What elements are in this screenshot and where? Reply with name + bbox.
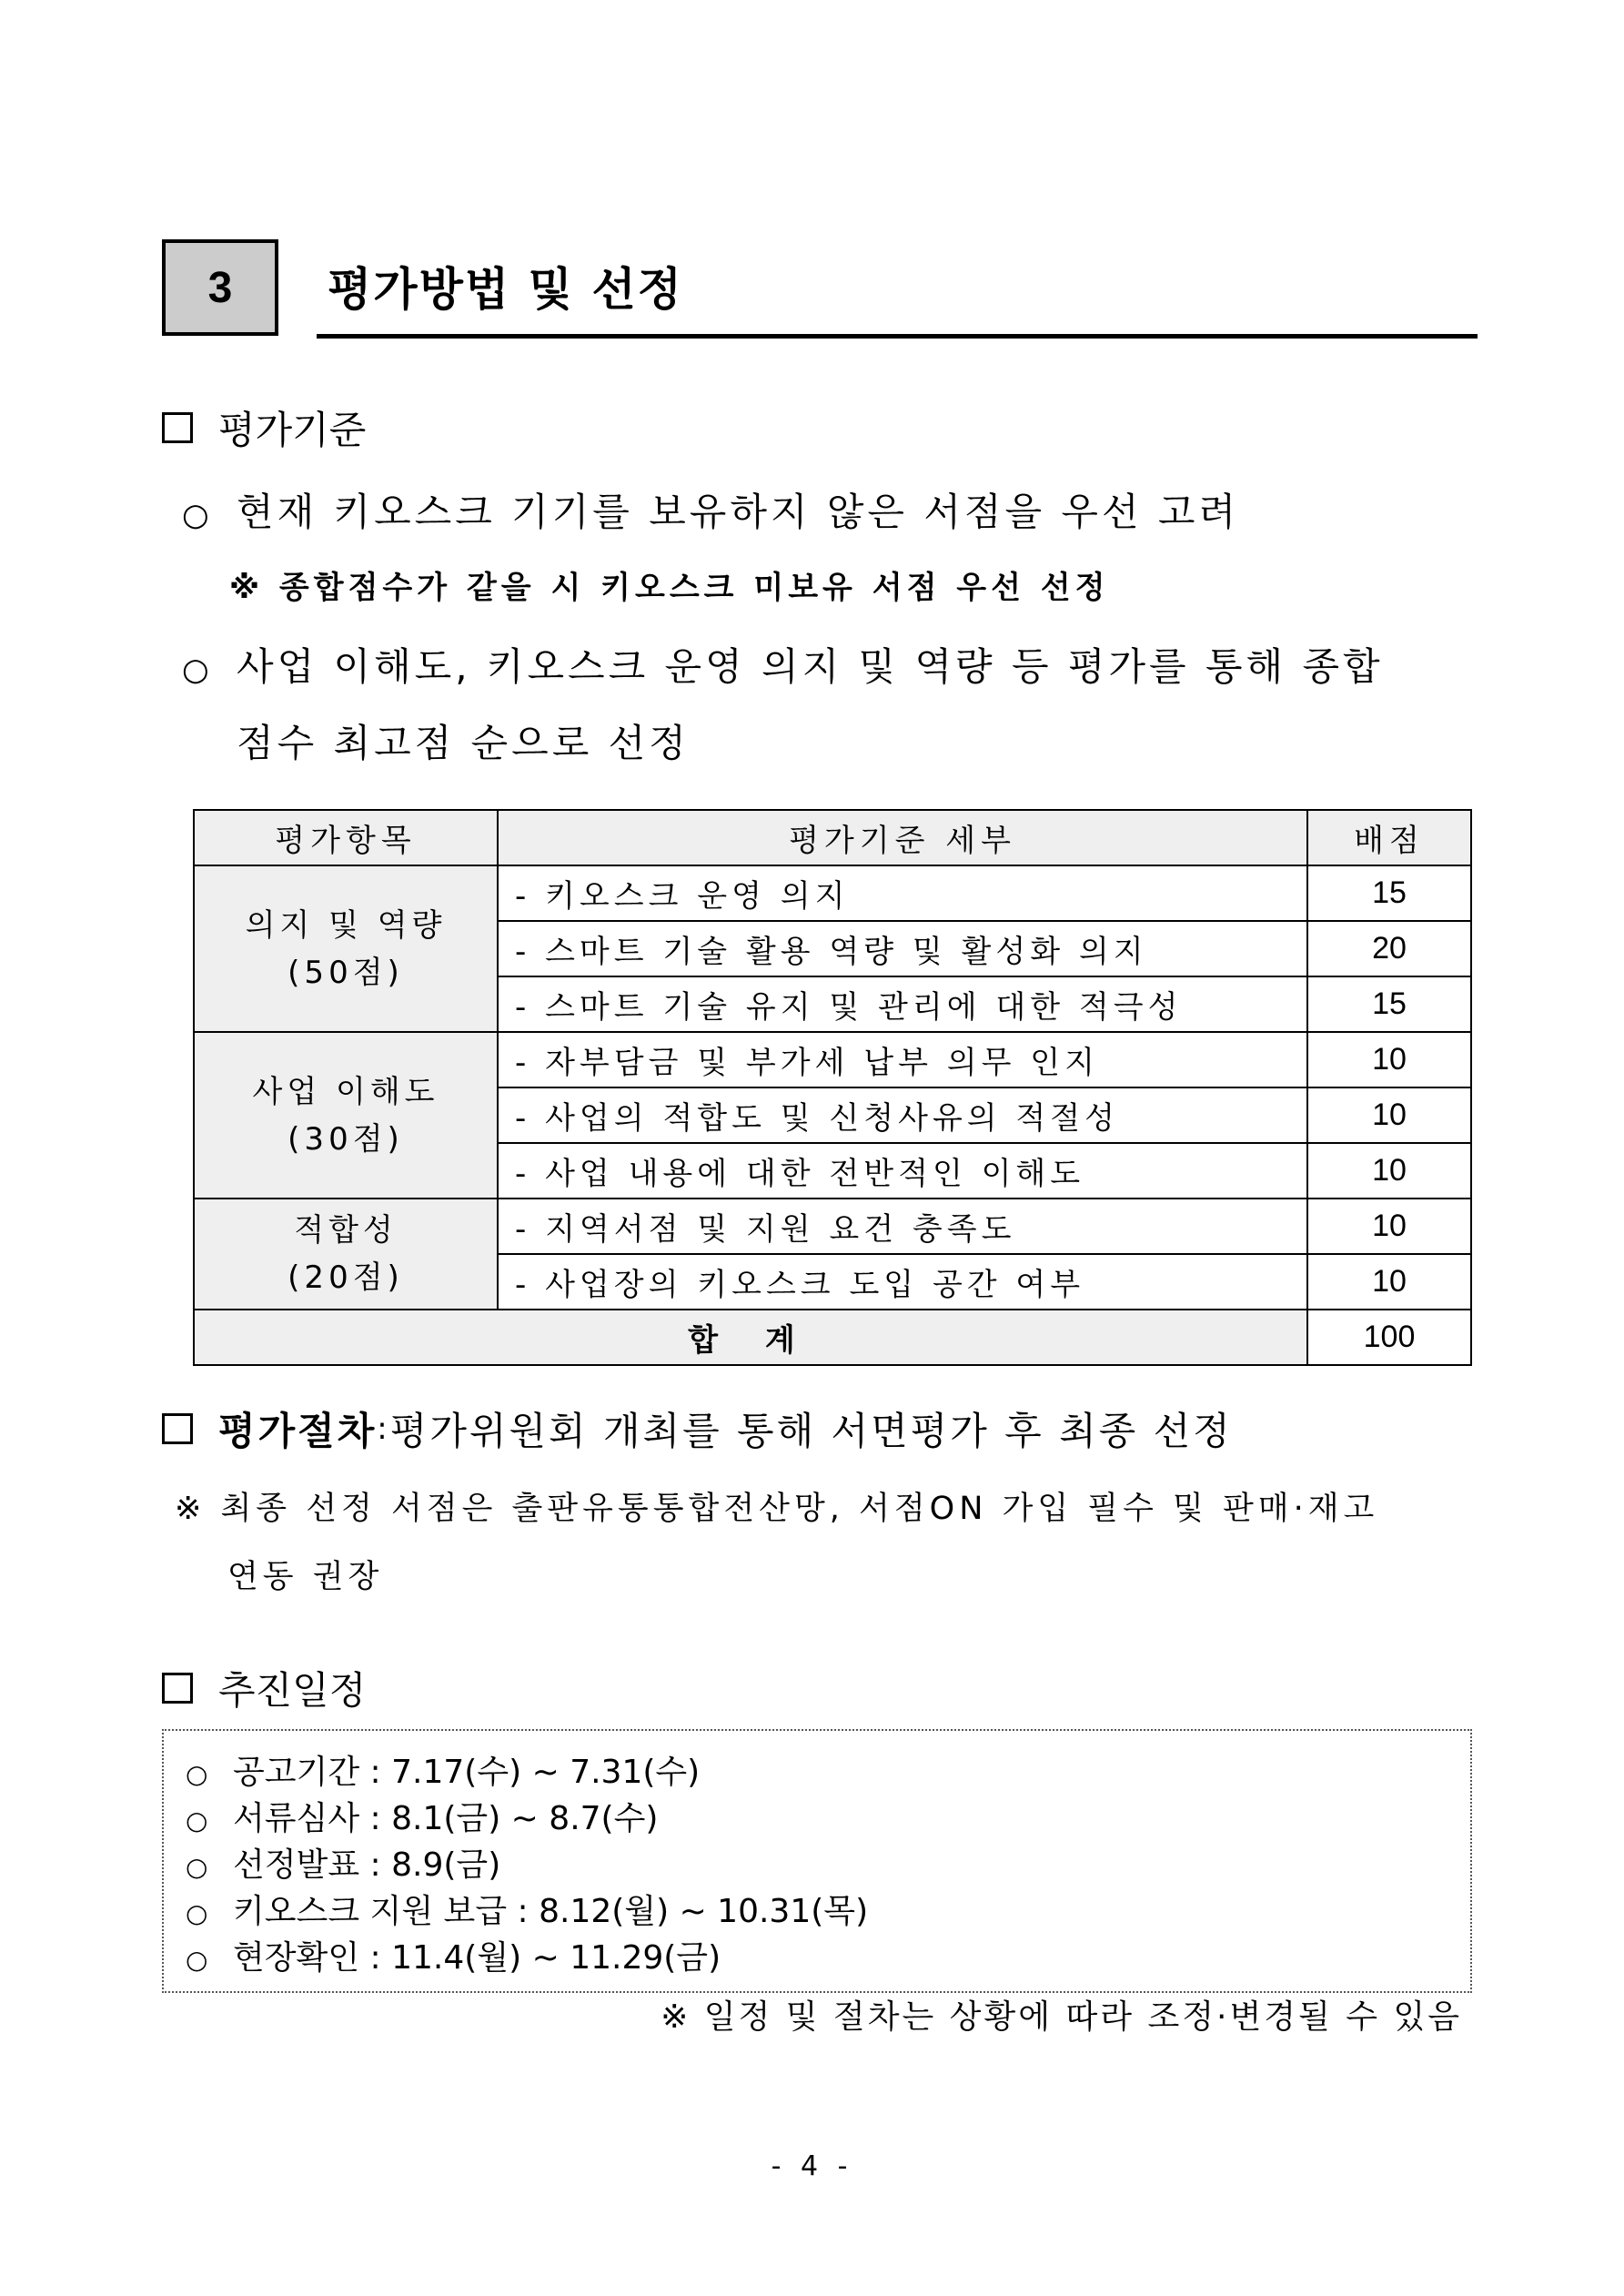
criteria-bullet-text: 사업 이해도, 키오스크 운영 의지 및 역량 등 평가를 통해 종합 [237, 644, 1384, 689]
procedure-note-line-1: ※ 최종 선정 서점은 출판유통통합전산망, 서점ON 가입 필수 및 판매·재고 [175, 1491, 1379, 1527]
score-cell: 10 [1307, 1199, 1471, 1254]
checkbox-square-icon [162, 1673, 193, 1704]
schedule-item-text: 키오스크 지원 보급 : 8.12(월) ~ 10.31(목) [233, 1893, 869, 1930]
circle-bullet-icon: ○ [186, 1898, 208, 1928]
procedure-text: 평가위원회 개최를 통해 서면평가 후 최종 선정 [389, 1409, 1233, 1453]
detail-cell: - 지역서점 및 지원 요건 충족도 [498, 1199, 1307, 1254]
schedule-item-text: 선정발표 : 8.9(금) [233, 1846, 501, 1884]
criteria-bullet-2 [182, 637, 1384, 692]
category-name: 사업 이해도 [252, 1073, 439, 1110]
schedule-item [186, 1935, 1470, 1981]
table-total-row [194, 1310, 1471, 1365]
circle-bullet-icon: ○ [186, 1805, 208, 1836]
criteria-note: ※ 종합점수가 같을 시 키오스크 미보유 서점 우선 선정 [229, 570, 1110, 606]
score-cell: 10 [1307, 1087, 1471, 1143]
criteria-heading [162, 400, 366, 455]
schedule-item [186, 1888, 1470, 1935]
header-score: 배점 [1307, 810, 1471, 865]
procedure-heading-label: 평가절차 [218, 1409, 378, 1453]
table-header-row [194, 810, 1471, 865]
schedule-item [186, 1749, 1470, 1795]
detail-cell: - 키오스크 운영 의지 [498, 865, 1307, 921]
score-cell: 10 [1307, 1254, 1471, 1310]
score-cell: 15 [1307, 865, 1471, 921]
circle-bullet-icon: ○ [182, 652, 213, 688]
score-cell: 15 [1307, 976, 1471, 1032]
category-cell [194, 865, 498, 1032]
criteria-bullet-text: 현재 키오스크 기기를 보유하지 않은 서점을 우선 고려 [237, 490, 1240, 534]
schedule-item-text: 현장확인 : 11.4(월) ~ 11.29(금) [233, 1939, 721, 1977]
category-points: (30점) [287, 1120, 404, 1158]
detail-cell: - 사업 내용에 대한 전반적인 이해도 [498, 1143, 1307, 1199]
criteria-heading-label: 평가기준 [218, 408, 367, 452]
section-number-box [162, 239, 278, 336]
category-points: (20점) [287, 1259, 404, 1296]
score-cell: 10 [1307, 1143, 1471, 1199]
detail-cell: - 스마트 기술 활용 역량 및 활성화 의지 [498, 921, 1307, 976]
table-row [194, 1032, 1471, 1087]
detail-cell: - 스마트 기술 유지 및 관리에 대한 적극성 [498, 976, 1307, 1032]
procedure-note-line-2: 연동 권장 [227, 1559, 384, 1595]
score-cell: 10 [1307, 1032, 1471, 1087]
total-score: 100 [1307, 1310, 1471, 1365]
checkbox-square-icon [162, 412, 193, 443]
schedule-item-text: 서류심사 : 8.1(금) ~ 8.7(수) [233, 1800, 659, 1837]
table-row [194, 1199, 1471, 1254]
schedule-heading [162, 1661, 366, 1715]
detail-cell: - 사업의 적합도 및 신청사유의 적절성 [498, 1087, 1307, 1143]
category-name: 의지 및 역량 [245, 906, 447, 944]
procedure-separator: : [377, 1411, 390, 1447]
score-cell: 20 [1307, 921, 1471, 976]
detail-cell: - 자부담금 및 부가세 납부 의무 인지 [498, 1032, 1307, 1087]
schedule-item [186, 1842, 1470, 1888]
section-title-underline [317, 334, 1478, 339]
criteria-bullet-1 [182, 482, 1239, 537]
checkbox-square-icon [162, 1413, 193, 1444]
page-number: - 4 - [771, 2150, 853, 2182]
category-cell [194, 1199, 498, 1310]
total-label: 합 계 [194, 1310, 1307, 1365]
category-cell [194, 1032, 498, 1199]
circle-bullet-icon: ○ [186, 1852, 208, 1882]
schedule-item-text: 공고기간 : 7.17(수) ~ 7.31(수) [233, 1754, 701, 1791]
section-number: 3 [207, 263, 233, 312]
schedule-item [186, 1795, 1470, 1842]
evaluation-criteria-table [193, 809, 1472, 1366]
circle-bullet-icon: ○ [182, 497, 213, 533]
header-detail: 평가기준 세부 [498, 810, 1307, 865]
schedule-note: ※ 일정 및 절차는 상황에 따라 조정·변경될 수 있음 [661, 1998, 1462, 2036]
header-category: 평가항목 [194, 810, 498, 865]
circle-bullet-icon: ○ [186, 1759, 208, 1789]
schedule-box [162, 1729, 1472, 1993]
category-points: (50점) [287, 954, 404, 991]
circle-bullet-icon: ○ [186, 1945, 208, 1975]
schedule-heading-label: 추진일정 [218, 1668, 367, 1713]
procedure-heading [162, 1401, 1233, 1456]
section-title: 평가방법 및 선정 [328, 263, 683, 316]
detail-cell: - 사업장의 키오스크 도입 공간 여부 [498, 1254, 1307, 1310]
criteria-bullet-2-continued: 점수 최고점 순으로 선정 [237, 721, 690, 765]
table-row [194, 865, 1471, 921]
category-name: 적합성 [294, 1212, 398, 1249]
